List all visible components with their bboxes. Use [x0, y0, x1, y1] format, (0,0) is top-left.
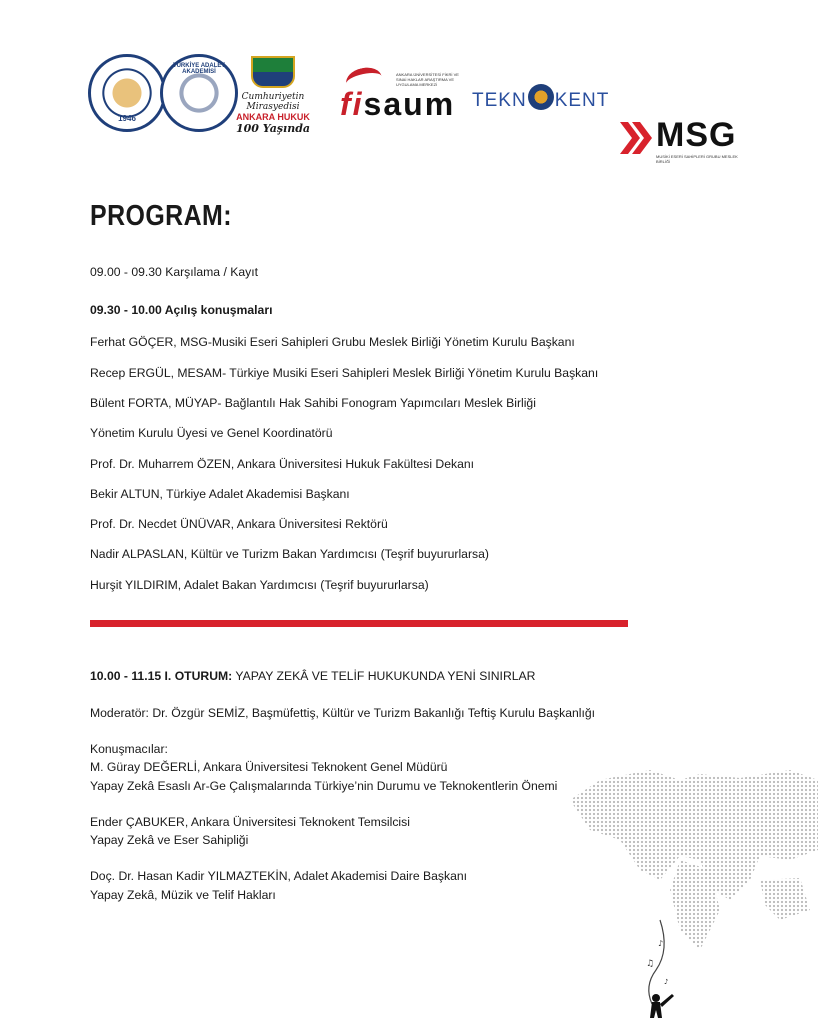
panel-topic: Yapay Zekâ ve Eser Sahipliği [90, 833, 249, 847]
ankara-university-year: 1946 [118, 114, 136, 123]
teknokent-emblem-icon [528, 84, 554, 110]
speaker-line: Yönetim Kurulu Üyesi ve Genel Koordinatörü [90, 426, 333, 440]
speaker-line: Prof. Dr. Muharrem ÖZEN, Ankara Üniversitesi Hukuk Fakültesi Dekanı [90, 457, 475, 471]
speaker-line: Ferhat GÖÇER, MSG-Musiki Eseri Sahipleri Grubu Meslek Birliği Yönetim Kurulu Başkanı [90, 335, 575, 349]
moderator-line: Moderatör: Dr. Özgür SEMİZ, Başmüfettiş, Kültür ve Turizm Bakanlığı Teftiş Kurulu Başkanlığı [90, 706, 596, 720]
msg-chevron-icon [620, 120, 654, 156]
svg-text:♫: ♫ [646, 959, 655, 969]
speaker-line: Prof. Dr. Necdet ÜNÜVAR, Ankara Üniversitesi Rektörü [90, 517, 388, 531]
panel-speaker: M. Güray DEĞERLİ, Ankara Üniversitesi Teknokent Genel Müdürü [90, 760, 448, 774]
ankara-hukuk-motto: Cumhuriyetin Mirasyedisi [241, 92, 305, 112]
world-map-illustration-icon [560, 760, 820, 1024]
msg-wordmark: MSG [656, 116, 737, 154]
svg-text:♪: ♪ [658, 939, 664, 948]
adalet-akademisi-logo [160, 54, 238, 132]
ankara-hukuk-anniversary: 100 Yaşında [235, 122, 311, 135]
msg-logo [620, 116, 740, 162]
opening-heading: 09.30 - 10.00 Açılış konuşmaları [90, 303, 273, 317]
panel-speaker: Doç. Dr. Hasan Kadir YILMAZTEKİN, Adalet Akademisi Daire Başkanı [90, 869, 468, 883]
msg-subtitle: MUSİKİ ESERİ SAHİPLERİ GRUBU MESLEK BİRLİĞİ [656, 154, 738, 164]
fisaum-wordmark [340, 86, 455, 123]
speaker-line: Hurşit YILDIRIM, Adalet Bakan Yardımcısı (Teşrif buyururlarsa) [90, 578, 429, 592]
speaker-line: Nadir ALPASLAN, Kültür ve Turizm Bakan Yardımcısı (Teşrif buyururlarsa) [90, 547, 489, 561]
fisaum-rest: saum [363, 86, 456, 122]
panel-topic: Yapay Zekâ Esaslı Ar-Ge Çalışmalarında Türkiye’nin Durumu ve Teknokentlerin Önemi [90, 779, 558, 793]
welcome-line: 09.00 - 09.30 Karşılama / Kayıt [90, 265, 259, 279]
speaker-line: Bekir ALTUN, Türkiye Adalet Akademisi Başkanı [90, 487, 350, 501]
speakers-label: Konuşmacılar: [90, 742, 168, 756]
panel-speaker: Ender ÇABUKER, Ankara Üniversitesi Teknokent Temsilcisi [90, 815, 410, 829]
teknokent-part-a: TEKN [472, 90, 527, 111]
session-time: 10.00 - 11.15 I. OTURUM: [90, 669, 233, 683]
logo-strip [0, 40, 820, 164]
ankara-hukuk-100-logo [228, 56, 318, 136]
teknokent-part-b: KENT [554, 90, 610, 111]
section-divider [90, 620, 628, 627]
adalet-akademisi-text: TÜRKİYE ADALET AKADEMİSİ [172, 63, 226, 75]
session-title: YAPAY ZEKÂ VE TELİF HUKUKUNDA YENİ SINIRLAR [232, 669, 536, 683]
svg-text:♪: ♪ [664, 978, 669, 986]
ankara-hukuk-name: ANKARA HUKUK [236, 112, 310, 122]
teknokent-logo [472, 90, 609, 112]
session-heading [90, 669, 535, 683]
speaker-line: Bülent FORTA, MÜYAP- Bağlantılı Hak Sahibi Fonogram Yapımcıları Meslek Birliği [90, 396, 536, 410]
fisaum-subtitle: ANKARA ÜNİVERSİTESİ FİKRİ VE SINAİ HAKLAR ARAŞTIRMA VE UYGULAMA MERKEZİ [396, 72, 459, 87]
faculty-shield-icon [251, 56, 295, 88]
fisaum-logo [340, 68, 470, 128]
program-title: PROGRAM: [90, 200, 232, 232]
ankara-university-logo [88, 54, 166, 132]
fisaum-fi: fi [340, 86, 364, 122]
panel-topic: Yapay Zekâ, Müzik ve Telif Hakları [90, 888, 276, 902]
speaker-line: Recep ERGÜL, MESAM- Türkiye Musiki Eseri Sahipleri Meslek Birliği Yönetim Kurulu Başkanı [90, 366, 599, 380]
